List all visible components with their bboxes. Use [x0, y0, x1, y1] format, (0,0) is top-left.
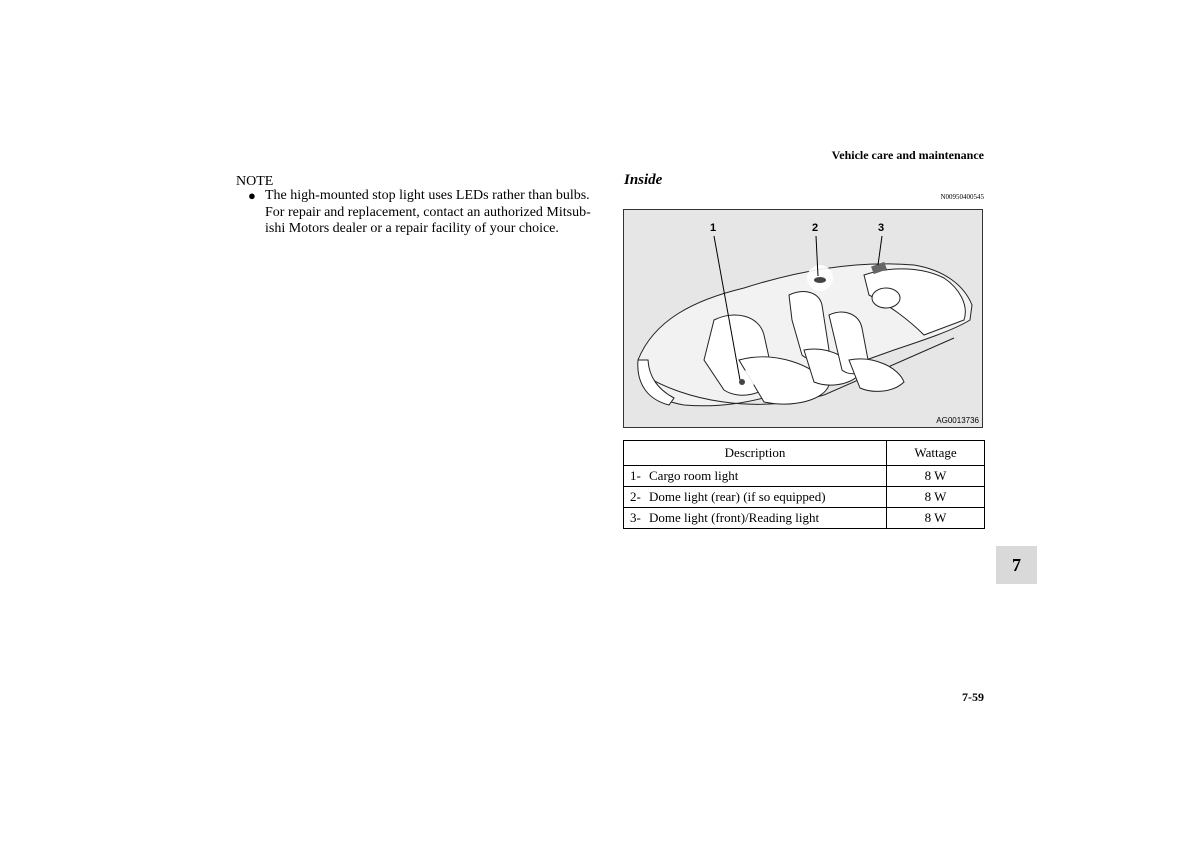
car-interior-illustration: [624, 210, 982, 427]
note-label: NOTE: [236, 174, 274, 189]
item-number: 3-: [630, 510, 641, 525]
description-cell: [624, 508, 887, 529]
bullet-icon: ●: [248, 188, 256, 203]
table-row: [624, 487, 985, 508]
description-cell: [624, 466, 887, 487]
running-header: Vehicle care and maintenance: [831, 148, 984, 162]
item-number: 2-: [630, 489, 641, 504]
column-header-wattage: Wattage: [887, 441, 985, 466]
bulb-wattage-table: [623, 440, 985, 529]
table-row: [624, 508, 985, 529]
section-title: Inside: [624, 172, 663, 188]
wattage-cell: 8 W: [887, 466, 985, 487]
callout-1: 1: [710, 222, 717, 234]
car-interior-figure: [623, 209, 983, 428]
table-row: [624, 466, 985, 487]
figure-code: AG0013736: [936, 416, 979, 425]
note-text: The high-mounted stop light uses LEDs rather than bulbs. For repair and replacement, contact an authorized Mitsub-ishi Motors dealer or a repair facility of your choice.: [265, 188, 591, 236]
wattage-cell: 8 W: [887, 508, 985, 529]
wattage-cell: 8 W: [887, 487, 985, 508]
steering-wheel: [872, 288, 900, 308]
page-number: 7-59: [962, 690, 984, 704]
item-description: Cargo room light: [649, 468, 739, 483]
chapter-tab: 7: [996, 546, 1037, 584]
callout-2: 2: [812, 222, 819, 234]
item-description: Dome light (front)/Reading light: [649, 510, 820, 525]
item-description: Dome light (rear) (if so equipped): [649, 489, 826, 504]
description-cell: [624, 487, 887, 508]
item-number: 1-: [630, 468, 641, 483]
table-header-row: [624, 441, 985, 466]
reference-code: N00950400545: [940, 193, 984, 201]
callout-3: 3: [878, 222, 885, 234]
column-header-description: Description: [624, 441, 887, 466]
